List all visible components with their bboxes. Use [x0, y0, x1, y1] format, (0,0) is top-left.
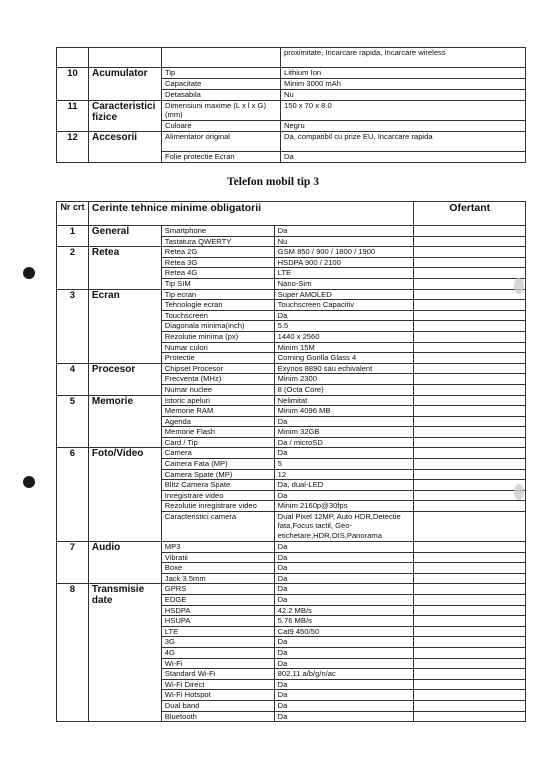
- feature-cell: Camera: [161, 448, 274, 459]
- group-category: Foto/Video: [88, 448, 161, 542]
- feature-cell: HSUPA: [161, 616, 274, 627]
- group-category: Audio: [88, 542, 161, 584]
- value-cell: Da / microSD: [274, 437, 414, 448]
- offer-cell: [414, 469, 526, 480]
- offer-cell: [414, 563, 526, 574]
- value-cell: Da: [274, 637, 414, 648]
- row-category: Caracteristici fizice: [89, 101, 162, 132]
- row-category: Accesorii: [89, 132, 162, 163]
- feature-cell: Diagonala minima(inch): [161, 321, 274, 332]
- value-cell: LTE: [274, 268, 414, 279]
- value-cell: Da: [274, 416, 414, 427]
- value-cell: Minim 2160p@30fps: [274, 501, 414, 512]
- offer-cell: [414, 669, 526, 680]
- feature-cell: Wi-Fi Direct: [161, 679, 274, 690]
- value-cell: Minim 32GB: [274, 427, 414, 438]
- offer-cell: [414, 480, 526, 491]
- offer-cell: [414, 416, 526, 427]
- value-cell: Corning Gorilla Glass 4: [274, 353, 414, 364]
- offer-cell: [414, 605, 526, 616]
- punch-hole-bottom: [23, 476, 35, 488]
- value-cell: Da: [274, 552, 414, 563]
- feature-cell: Numar nuclee: [161, 384, 274, 395]
- value-cell: Dual Pixel 12MP, Auto HDR,Detectie fata,Focus tactil, Geo-etichetare,HDR,OIS,Panorama: [274, 512, 414, 542]
- row-category: [89, 48, 162, 68]
- value-cell: 5.76 MB/s: [274, 616, 414, 627]
- feature-cell: Tip ecran: [161, 289, 274, 300]
- value-cell: Super AMOLED: [274, 289, 414, 300]
- offer-cell: [414, 512, 526, 542]
- offer-cell: [414, 300, 526, 311]
- value-cell: Da: [274, 310, 414, 321]
- feature-cell: Detasabila: [162, 90, 281, 101]
- offer-cell: [414, 658, 526, 669]
- group-category: Ecran: [88, 289, 161, 363]
- feature-cell: LTE: [161, 626, 274, 637]
- value-cell: 802.11 a/b/g/n/ac: [274, 669, 414, 680]
- table-header-row: [57, 202, 526, 226]
- table-row: [57, 395, 526, 406]
- row-number: [57, 48, 89, 68]
- table-row: [57, 584, 526, 595]
- feature-cell: Inregistrare video: [161, 490, 274, 501]
- row-category: Acumulator: [89, 68, 162, 101]
- value-cell: Da: [274, 573, 414, 584]
- value-cell: 1440 x 2560: [274, 331, 414, 342]
- value-cell: 42.2 MB/s: [274, 605, 414, 616]
- value-cell: Da: [274, 542, 414, 553]
- offer-cell: [414, 374, 526, 385]
- value-cell: Da: [274, 690, 414, 701]
- offer-cell: [414, 626, 526, 637]
- feature-cell: 3G: [161, 637, 274, 648]
- offer-cell: [414, 310, 526, 321]
- offer-cell: [414, 268, 526, 279]
- group-number: 4: [57, 363, 89, 395]
- feature-cell: Vibratii: [161, 552, 274, 563]
- offer-cell: [414, 342, 526, 353]
- table-row: [57, 363, 526, 374]
- spec-table: [56, 201, 526, 722]
- offer-cell: [414, 321, 526, 332]
- feature-cell: Protectie: [161, 353, 274, 364]
- feature-cell: Frecventa (MHz): [161, 374, 274, 385]
- group-number: 7: [57, 542, 89, 584]
- row-number: 10: [57, 68, 89, 101]
- feature-cell: Smartphone: [161, 226, 274, 237]
- feature-cell: Folie protectie Ecran: [162, 152, 281, 163]
- row-number: 11: [57, 101, 89, 132]
- feature-cell: Chipset Procesor: [161, 363, 274, 374]
- feature-cell: Bluetooth: [161, 711, 274, 722]
- feature-cell: Memorie RAM: [161, 406, 274, 417]
- value-cell: Nu: [281, 90, 526, 101]
- value-cell: 5.5: [274, 321, 414, 332]
- feature-cell: Dimensiuni maxime (L x l x G) (mm): [162, 101, 281, 121]
- offer-cell: [414, 584, 526, 595]
- group-number: 6: [57, 448, 89, 542]
- feature-cell: Card / Tip: [161, 437, 274, 448]
- feature-cell: Culoare: [162, 121, 281, 132]
- offer-cell: [414, 247, 526, 258]
- offer-cell: [414, 616, 526, 627]
- offer-cell: [414, 278, 526, 289]
- table-row: [57, 132, 526, 152]
- group-category: General: [88, 226, 161, 247]
- feature-cell: Blitz Camera Spate: [161, 480, 274, 491]
- value-cell: Touchscreen Capacitiv: [274, 300, 414, 311]
- header-nr: Nr crt: [57, 202, 89, 226]
- value-cell: 150 x 70 x 8.0: [281, 101, 526, 121]
- value-cell: HSDPA 900 / 2100: [274, 257, 414, 268]
- feature-cell: Tip SIM: [161, 278, 274, 289]
- value-cell: Da: [281, 152, 526, 163]
- section-title: Telefon mobil tip 3: [227, 176, 319, 188]
- feature-cell: Caracteristici camera: [161, 512, 274, 542]
- value-cell: 8 (Octa Core): [274, 384, 414, 395]
- feature-cell: Memorie Flash: [161, 427, 274, 438]
- table-row: [57, 448, 526, 459]
- feature-cell: Jack 3.5mm: [161, 573, 274, 584]
- feature-cell: Wi-Fi: [161, 658, 274, 669]
- value-cell: Da: [274, 563, 414, 574]
- value-cell: Da, compatibil cu prize EU, Incarcare rapida: [281, 132, 526, 152]
- feature-cell: Istoric apeluri: [161, 395, 274, 406]
- feature-cell: EDGE: [161, 595, 274, 606]
- table-row: [57, 48, 526, 68]
- table-row: [57, 542, 526, 553]
- group-number: 1: [57, 226, 89, 247]
- feature-cell: Tehnologie ecran: [161, 300, 274, 311]
- group-number: 3: [57, 289, 89, 363]
- value-cell: proximitate, Incarcare rapida, Incarcare wireless: [281, 48, 526, 68]
- value-cell: Da: [274, 448, 414, 459]
- offer-cell: [414, 542, 526, 553]
- table-row: [57, 289, 526, 300]
- offer-cell: [414, 501, 526, 512]
- feature-cell: 4G: [161, 647, 274, 658]
- offer-cell: [414, 711, 526, 722]
- feature-cell: Tastatura QWERTY: [161, 236, 274, 247]
- value-cell: Da: [274, 700, 414, 711]
- offer-cell: [414, 427, 526, 438]
- offer-cell: [414, 363, 526, 374]
- offer-cell: [414, 647, 526, 658]
- value-cell: Da: [274, 490, 414, 501]
- feature-cell: Camera Spate (MP): [161, 469, 274, 480]
- group-category: Transmisie date: [88, 584, 161, 722]
- feature-cell: Rezolutie minima (px): [161, 331, 274, 342]
- offer-cell: [414, 459, 526, 470]
- group-category: Retea: [88, 247, 161, 289]
- page-edge-mark-bottom: [514, 484, 524, 500]
- feature-cell: Tip: [162, 68, 281, 79]
- offer-cell: [414, 552, 526, 563]
- feature-cell: Rezolutie inregistrare video: [161, 501, 274, 512]
- feature-cell: Dual band: [161, 700, 274, 711]
- offer-cell: [414, 700, 526, 711]
- offer-cell: [414, 257, 526, 268]
- value-cell: Da, dual-LED: [274, 480, 414, 491]
- header-requirements: Cerinte tehnice minime obligatorii: [88, 202, 414, 226]
- offer-cell: [414, 637, 526, 648]
- value-cell: Da: [274, 226, 414, 237]
- feature-cell: Retea 3G: [161, 257, 274, 268]
- value-cell: 5: [274, 459, 414, 470]
- value-cell: Minim 3000 mAh: [281, 79, 526, 90]
- value-cell: Nelimitat: [274, 395, 414, 406]
- value-cell: Negru: [281, 121, 526, 132]
- offer-cell: [414, 595, 526, 606]
- offer-cell: [414, 331, 526, 342]
- value-cell: Da: [274, 679, 414, 690]
- feature-cell: GPRS: [161, 584, 274, 595]
- feature-cell: Retea 2G: [161, 247, 274, 258]
- value-cell: 12: [274, 469, 414, 480]
- value-cell: Lithium Ion: [281, 68, 526, 79]
- feature-cell: Boxe: [161, 563, 274, 574]
- offer-cell: [414, 395, 526, 406]
- offer-cell: [414, 573, 526, 584]
- feature-cell: HSDPA: [161, 605, 274, 616]
- offer-cell: [414, 353, 526, 364]
- value-cell: Cat9 450/50: [274, 626, 414, 637]
- value-cell: Minim 4096 MB: [274, 406, 414, 417]
- feature-cell: Wi-Fi Hotspot: [161, 690, 274, 701]
- value-cell: Nano-Sim: [274, 278, 414, 289]
- value-cell: Nu: [274, 236, 414, 247]
- value-cell: GSM 850 / 900 / 1800 / 1900: [274, 247, 414, 258]
- value-cell: Da: [274, 658, 414, 669]
- feature-cell: Retea 4G: [161, 268, 274, 279]
- group-number: 2: [57, 247, 89, 289]
- feature-cell: Capacitate: [162, 79, 281, 90]
- value-cell: Da: [274, 647, 414, 658]
- group-category: Memorie: [88, 395, 161, 448]
- value-cell: Minim 2300: [274, 374, 414, 385]
- punch-hole-top: [23, 267, 35, 279]
- previous-spec-table: [56, 47, 526, 163]
- value-cell: Da: [274, 595, 414, 606]
- value-cell: Da: [274, 711, 414, 722]
- group-category: Procesor: [88, 363, 161, 395]
- feature-cell: Touchscreen: [161, 310, 274, 321]
- offer-cell: [414, 448, 526, 459]
- table-row: [57, 226, 526, 237]
- feature-cell: Camera Fata (MP): [161, 459, 274, 470]
- group-number: 8: [57, 584, 89, 722]
- feature-cell: Agenda: [161, 416, 274, 427]
- offer-cell: [414, 236, 526, 247]
- offer-cell: [414, 226, 526, 237]
- header-offer: Ofertant: [414, 202, 526, 226]
- offer-cell: [414, 289, 526, 300]
- offer-cell: [414, 406, 526, 417]
- group-number: 5: [57, 395, 89, 448]
- feature-cell: Standard Wi-Fi: [161, 669, 274, 680]
- feature-cell: [162, 48, 281, 68]
- offer-cell: [414, 384, 526, 395]
- feature-cell: Numar culori: [161, 342, 274, 353]
- table-row: [57, 101, 526, 121]
- table-row: [57, 68, 526, 79]
- page-edge-mark-top: [514, 278, 524, 294]
- offer-cell: [414, 490, 526, 501]
- table-row: [57, 247, 526, 258]
- value-cell: Exynos 8890 sau echivalent: [274, 363, 414, 374]
- feature-cell: MP3: [161, 542, 274, 553]
- row-number: 12: [57, 132, 89, 163]
- value-cell: Minim 15M: [274, 342, 414, 353]
- offer-cell: [414, 437, 526, 448]
- offer-cell: [414, 679, 526, 690]
- offer-cell: [414, 690, 526, 701]
- value-cell: Da: [274, 584, 414, 595]
- feature-cell: Alimentator original: [162, 132, 281, 152]
